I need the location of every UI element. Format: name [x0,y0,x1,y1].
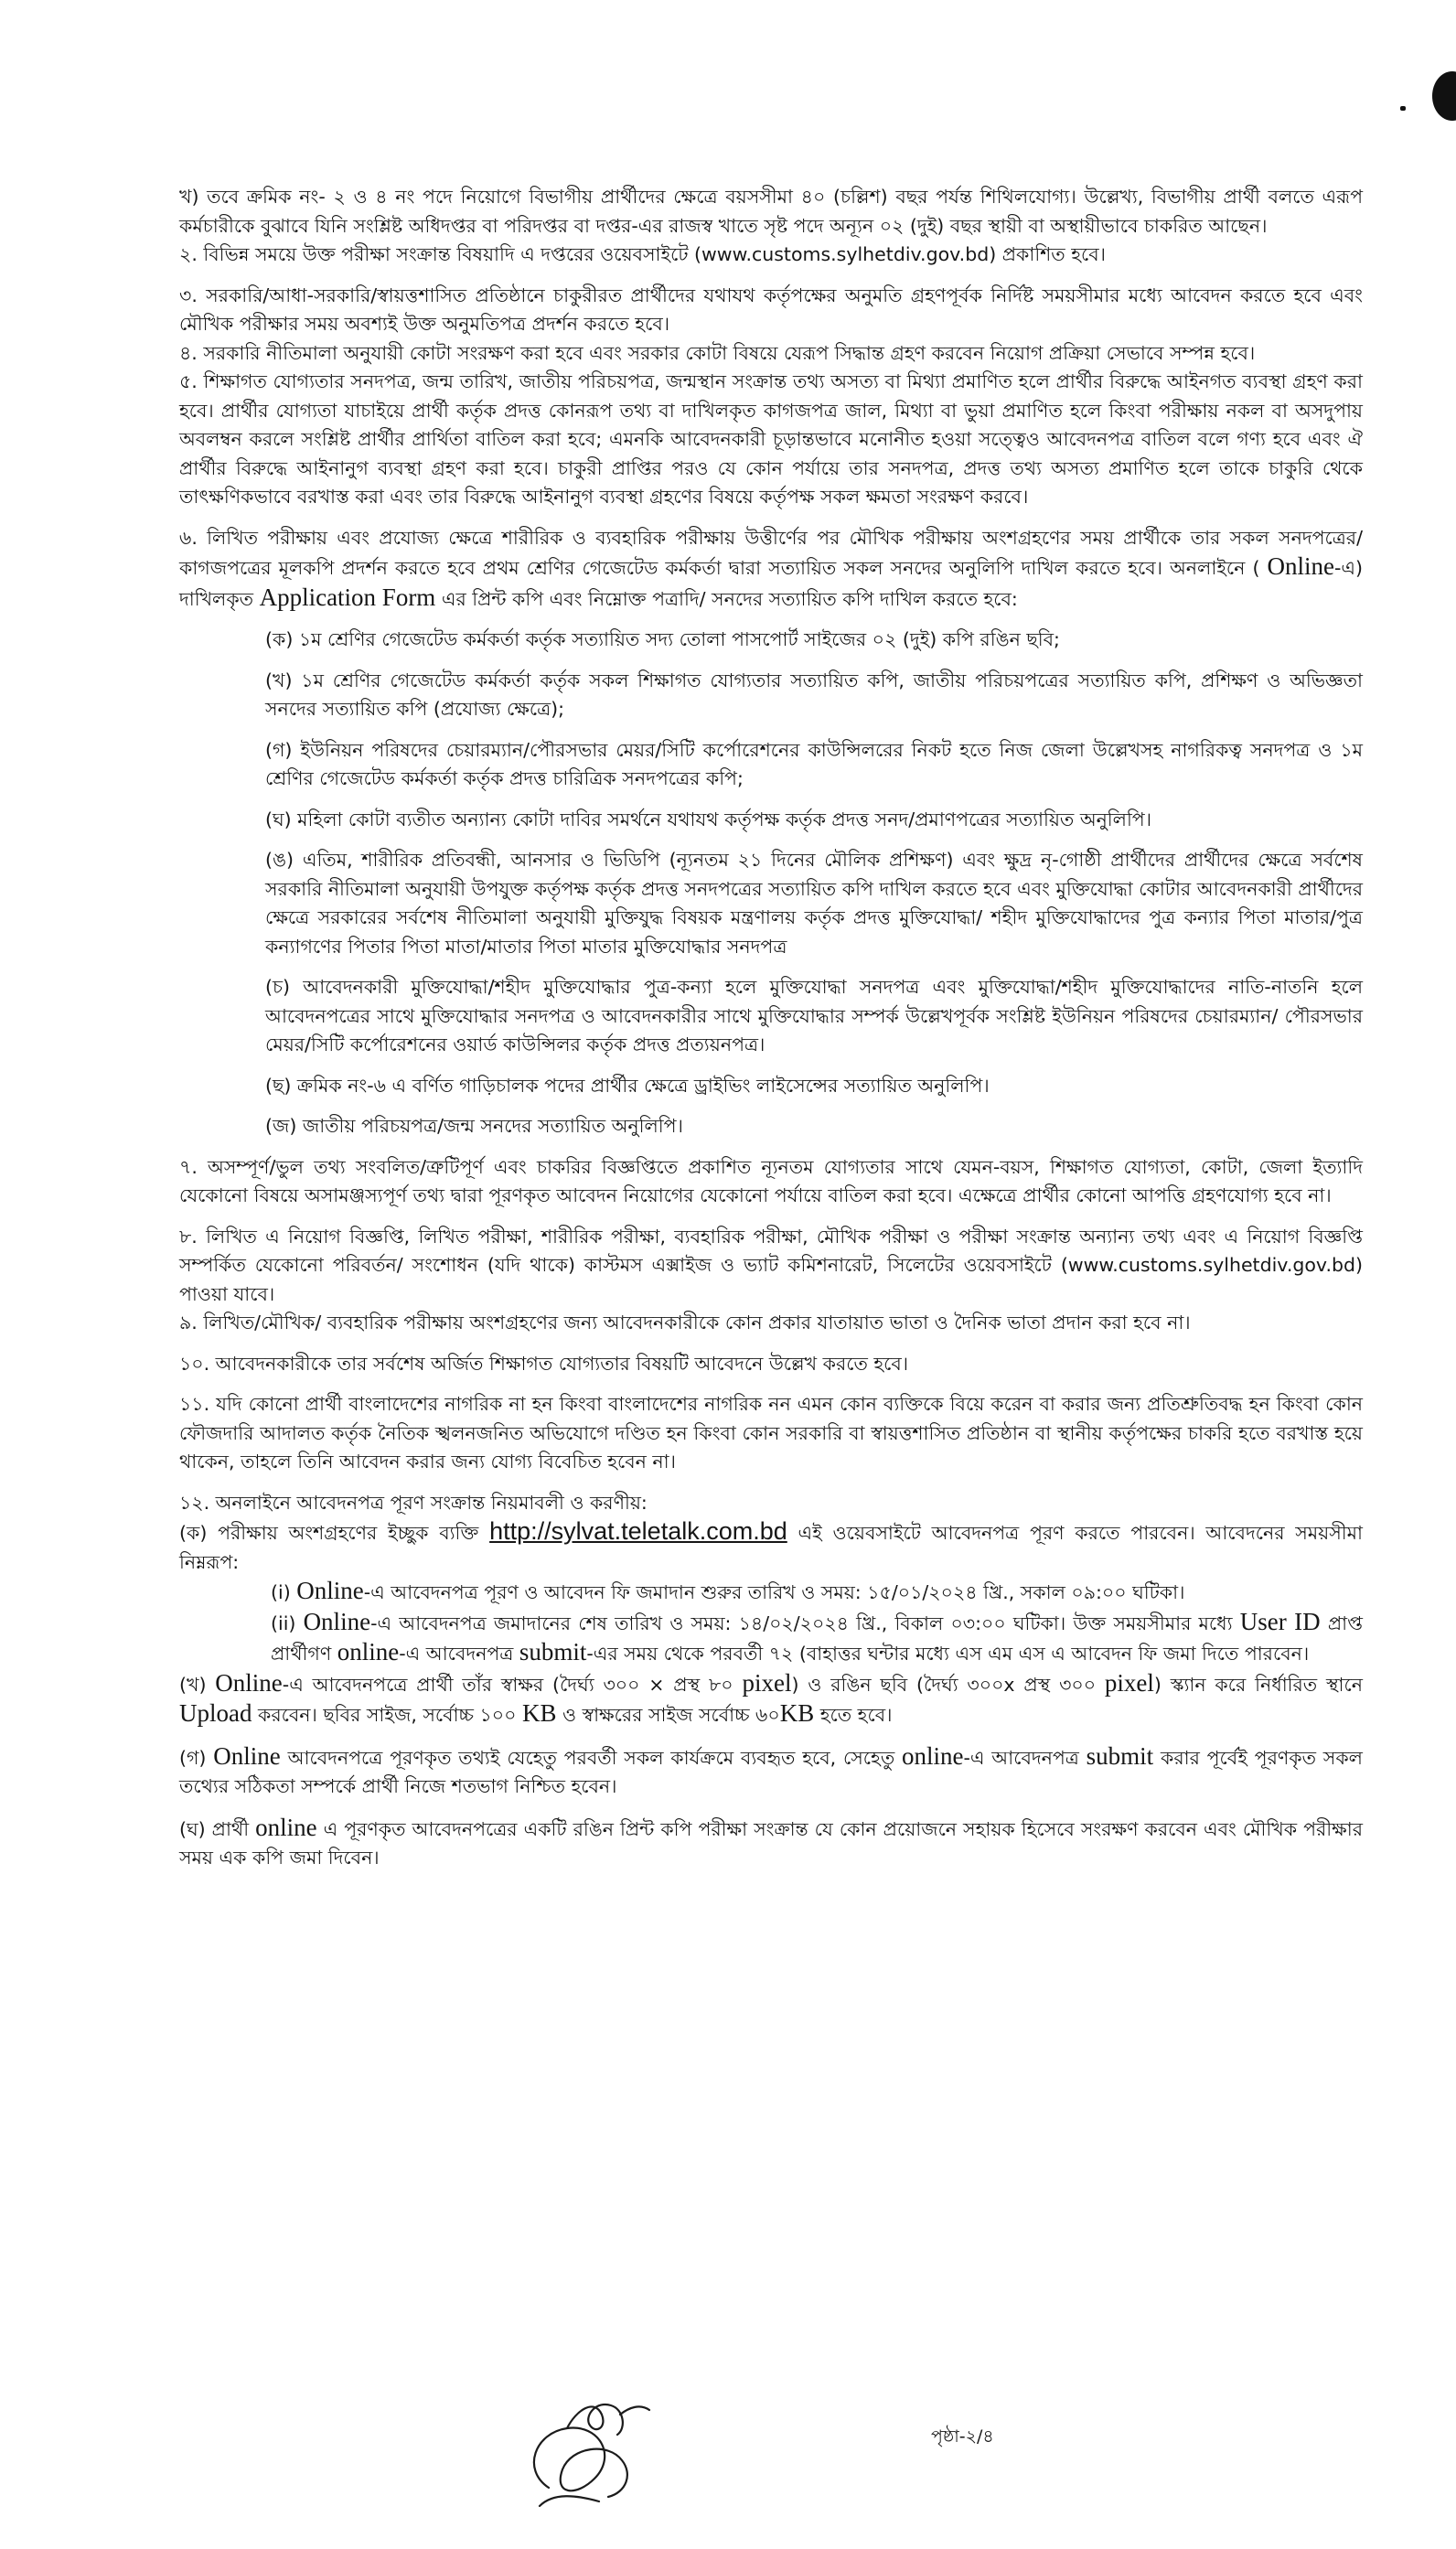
paragraph-10: ১০. আবেদনকারীকে তার সর্বশেষ অর্জিত শিক্ষাগত যোগ্যতার বিষয়টি আবেদনে উল্লেখ করতে হবে। [179,1352,909,1375]
paragraph-2: ২. বিভিন্ন সময়ে উক্ত পরীক্ষা সংক্রান্ত বিষয়াদি এ দপ্তরের ওয়েবসাইটে (www.customs.sylhetdiv.gov.bd) প্রকাশিত হবে। [179,243,1106,265]
paragraph-11: ১১. যদি কোনো প্রার্থী বাংলাদেশের নাগরিক না হন কিংবা বাংলাদেশের নাগরিক নন এমন কোন ব্যক্তিকে বিয়ে করেন বা করার জন্য প্রতিশ্রুতিবদ্ধ হন কিংবা কোন ফৌজদারি আদালত কর্তৃক নৈতিক স্খলনজনিত অভিযোগে দণ্ডিত হন কিংবা কোন সরকারি বা স্বায়ত্তশাসিত প্রতিষ্ঠান বা স্থানীয় কর্তৃপক্ষের চাকরি হতে বরখাস্ত হয়ে থাকেন, তাহলে তিনি আবেদন করার জন্য যোগ্য বিবেচিত হবেন না। [179,1393,1363,1473]
doc-item-gha: (ঘ) মহিলা কোটা ব্যতীত অন্যান্য কোটা দাবির সমর্থনে যথাযথ কর্তৃপক্ষ কর্তৃক প্রদত্ত সনদ/প্রমাণপত্রের সত্যায়িত অনুলিপি। [265,808,1152,830]
paragraph-kha: খ) তবে ক্রমিক নং- ২ ও ৪ নং পদে নিয়োগে বিভাগীয় প্রার্থীদের ক্ষেত্রে বয়সসীমা ৪০ (চল্লিশ) বছর পর্যন্ত শিথিলযোগ্য। উল্লেখ্য, বিভাগীয় প্রার্থী বলতে এরূপ কর্মচারীকে বুঝাবে যিনি সংশ্লিষ্ট অধিদপ্তর বা পরিদপ্তর বা দপ্তর-এর রাজস্ব খাতে সৃষ্ট পদে অন্যূন ০২ (দুই) বছর স্থায়ী বা অস্থায়ীভাবে চাকরিত আছেন। [179,186,1363,237]
doc-item-uma: (ঙ) এতিম, শারীরিক প্রতিবন্ধী, আনসার ও ভিডিপি (ন্যূনতম ২১ দিনের মৌলিক প্রশিক্ষণ) এবং ক্ষুদ্র নৃ-গোষ্ঠী প্রার্থীদের প্রার্থীদের ক্ষেত্রে সর্বশেষ সরকারি নীতিমালা অনুযায়ী উপযুক্ত কর্তৃপক্ষ কর্তৃক প্রদত্ত সনদপত্রের সত্যায়িত কপি দাখিল করতে হবে এবং মুক্তিযোদ্ধা কোটার আবেদনকারী প্রার্থীদের ক্ষেত্রে সরকারের সর্বশেষ নীতিমালা অনুযায়ী মুক্তিযুদ্ধ বিষয়ক মন্ত্রণালয় কর্তৃক প্রদত্ত মুক্তিযোদ্ধা/ শহীদ মুক্তিযোদ্ধাদের পুত্র কন্যার পিতা মাতার/পুত্র কন্যাগণের পিতার পিতা মাতা/মাতার পিতা মাতার মুক্তিযোদ্ধার সনদপত্র [265,849,1363,958]
paragraph-3: ৩. সরকারি/আধা-সরকারি/স্বায়ত্তশাসিত প্রতিষ্ঠানে চাকুরীরত প্রার্থীদের যথাযথ কর্তৃপক্ষের অনুমতি গ্রহণপূর্বক নির্দিষ্ট সময়সীমার মধ্যে আবেদন করতে হবে এবং মৌখিক পরীক্ষার সময় অবশ্যই উক্ত অনুমতিপত্র প্রদর্শন করতে হবে। [179,284,1363,335]
doc-item-ka: (ক) ১ম শ্রেণির গেজেটেড কর্মকর্তা কর্তৃক সত্যায়িত সদ্য তোলা পাসপোর্ট সাইজের ০২ (দুই) কপি রঙিন ছবি; [265,628,1060,650]
paragraph-12-kha: (খ) Online-এ আবেদনপত্রে প্রার্থী তাঁর স্বাক্ষর (দৈর্ঘ্য ৩০০ × প্রস্থ ৮০ pixel) ও রঙিন ছবি (দৈর্ঘ্য ৩০০x প্রস্থ ৩০০ pixel) স্ক্যান করে নির্ধারিত স্থানে Upload করবেন। ছবির সাইজ, সর্বোচ্চ ১০০ KB ও স্বাক্ষরের সাইজ সর্বোচ্চ ৬০KB হতে হবে। [179,1668,1363,1727]
doc-item-kha: (খ) ১ম শ্রেণির গেজেটেড কর্মকর্তা কর্তৃক সকল শিক্ষাগত যোগ্যতার সত্যায়িত কপি, জাতীয় পরিচয়পত্রের সত্যায়িত কপি, প্রশিক্ষণ ও অভিজ্ঞতা সনদের সত্যায়িত কপি (প্রযোজ্য ক্ষেত্রে); [265,669,1363,720]
scan-artifact [1432,71,1456,121]
paragraph-5: ৫. শিক্ষাগত যোগ্যতার সনদপত্র, জন্ম তারিখ, জাতীয় পরিচয়পত্র, জন্মস্থান সংক্রান্ত তথ্য অসত্য বা মিথ্যা প্রমাণিত হলে প্রার্থীর বিরুদ্ধে আইনগত ব্যবস্থা গ্রহণ করা হবে। প্রার্থীর যোগ্যতা যাচাইয়ে প্রার্থী কর্তৃক প্রদত্ত কোনরূপ তথ্য বা দাখিলকৃত কাগজপত্র জাল, মিথ্যা বা ভুয়া প্রমাণিত হলে কিংবা পরীক্ষায় নকল বা অসদুপায় অবলম্বন করলে সংশ্লিষ্ট প্রার্থীর প্রার্থিতা বাতিল করা হবে; এমনকি আবেদনকারী চূড়ান্তভাবে মনোনীত হওয়া সত্ত্বেও আবেদনপত্র বাতিল বলে গণ্য হবে এবং ঐ প্রার্থীর বিরুদ্ধে আইনানুগ ব্যবস্থা গ্রহণ করা হবে। চাকুরী প্রাপ্তির পরও যে কোন পর্যায়ে তার সনদপত্র, প্রদত্ত তথ্য অসত্য প্রমাণিত হলে তাকে চাকুরি থেকে তাৎক্ষণিকভাবে বরখাস্ত করা এবং তার বিরুদ্ধে আইনানুগ ব্যবস্থা গ্রহণের বিষয়ে কর্তৃপক্ষ সকল ক্ষমতা সংরক্ষণ করবে। [179,370,1363,508]
signature-image [512,2378,677,2515]
paragraph-6: ৬. লিখিত পরীক্ষায় এবং প্রযোজ্য ক্ষেত্রে শারীরিক ও ব্যবহারিক পরীক্ষায় উত্তীর্ণের পর মৌখিক পরীক্ষায় অংশগ্রহণের সময় প্রার্থীকে তার সকল সনদপত্রের/কাগজপত্রের মূলকপি প্রদর্শন করতে হবে প্রথম শ্রেণির গেজেটেড কর্মকর্তা দ্বারা সত্যায়িত সকল সনদের অনুলিপি দাখিল করতে হবে। অনলাইনে ( Online-এ) দাখিলকৃত Application Form এর প্রিন্ট কপি এবং নিম্নোক্ত পত্রাদি/ সনদের সত্যায়িত কপি দাখিল করতে হবে: [179,526,1363,611]
page-number: পৃষ্ঠা-২/৪ [931,2426,994,2447]
paragraph-12-gha: (ঘ) প্রার্থী online এ পূরণকৃত আবেদনপত্রের একটি রঙিন প্রিন্ট কপি পরীক্ষা সংক্রান্ত যে কোন প্রয়োজনে সহায়ক হিসেবে সংরক্ষণ করবেন এবং মৌখিক পরীক্ষার সময় এক কপি জমা দিবেন। [179,1813,1363,1869]
paragraph-12: ১২. অনলাইনে আবেদনপত্র পূরণ সংক্রান্ত নিয়মাবলী ও করণীয়: [179,1491,648,1514]
document-body [179,183,1363,1873]
timeline-item-ii: (ii) Online-এ আবেদনপত্র জমাদানের শেষ তারিখ ও সময়: ১৪/০২/২০২৪ খ্রি., বিকাল ০৩:০০ ঘটিকা। উক্ত সময়সীমার মধ্যে User ID প্রাপ্ত প্রার্থীগণ online-এ আবেদনপত্র submit-এর সময় থেকে পরবর্তী ৭২ (বাহাত্তর ঘন্টার মধ্যে এস এম এস এ আবেদন ফি জমা দিতে পারবেন। [271,1607,1363,1665]
paragraph-7: ৭. অসম্পূর্ণ/ভুল তথ্য সংবলিত/ত্রুটিপূর্ণ এবং চাকরির বিজ্ঞপ্তিতে প্রকাশিত ন্যূনতম যোগ্যতার সাথে যেমন-বয়স, শিক্ষাগত যোগ্যতা, কোটা, জেলা ইত্যাদি যেকোনো বিষয়ে অসামঞ্জস্যপূর্ণ তথ্য দ্বারা পূরণকৃত আবেদন নিয়োগের যেকোনো পর্যায়ে বাতিল করা হবে। এক্ষেত্রে প্রার্থীর কোনো আপত্তি গ্রহণযোগ্য হবে না। [179,1155,1363,1206]
doc-item-ga: (গ) ইউনিয়ন পরিষদের চেয়ারম্যান/পৌরসভার মেয়র/সিটি কর্পোরেশনের কাউন্সিলরের নিকট হতে নিজ জেলা উল্লেখসহ নাগরিকত্ব সনদপত্র ও ১ম শ্রেণির গেজেটেড কর্মকর্তা কর্তৃক প্রদত্ত চারিত্রিক সনদপত্রের কপি; [265,738,1363,789]
paragraph-8: ৮. লিখিত এ নিয়োগ বিজ্ঞপ্তি, লিখিত পরীক্ষা, শারীরিক পরীক্ষা, ব্যবহারিক পরীক্ষা, মৌখিক পরীক্ষা ও পরীক্ষা সংক্রান্ত অন্যান্য তথ্য এবং এ নিয়োগ বিজ্ঞপ্তি সম্পর্কিত যেকোনো পরিবর্তন/ সংশোধন (যদি থাকে) কাস্টমস এক্সাইজ ও ভ্যাট কমিশনারেট, সিলেটের ওয়েবসাইটে (www.customs.sylhetdiv.gov.bd) পাওয়া যাবে। [179,1225,1363,1305]
doc-item-cha: (চ) আবেদনকারী মুক্তিযোদ্ধা/শহীদ মুক্তিযোদ্ধার পুত্র-কন্যা হলে মুক্তিযোদ্ধা সনদপত্র এবং মুক্তিযোদ্ধা/শহীদ মুক্তিযোদ্ধাদের নাতি-নাতনি হলে আবেদনপত্রের সাথে মুক্তিযোদ্ধার সনদপত্র ও আবেদনকারীর সাথে মুক্তিযোদ্ধার সম্পর্ক উল্লেখপূর্বক সংশ্লিষ্ট ইউনিয়ন পরিষদের চেয়ারম্যান/ পৌরসভার মেয়র/সিটি কর্পোরেশনের ওয়ার্ড কাউন্সিলর কর্তৃক প্রদত্ত প্রত্যয়নপত্র। [265,976,1363,1055]
timeline-item-i: (i) Online-এ আবেদনপত্র পূরণ ও আবেদন ফি জমাদান শুরুর তারিখ ও সময়: ১৫/০১/২০২৪ খ্রি., সকাল ০৯:০০ ঘটিকা। [271,1577,1185,1604]
paragraph-4: ৪. সরকারি নীতিমালা অনুযায়ী কোটা সংরক্ষণ করা হবে এবং সরকার কোটা বিষয়ে যেরূপ সিদ্ধান্ত গ্রহণ করবেন নিয়োগ প্রক্রিয়া সেভাবে সম্পন্ন হবে। [179,341,1256,364]
scan-artifact-dot [1400,106,1406,111]
paragraph-9: ৯. লিখিত/মৌখিক/ ব্যবহারিক পরীক্ষায় অংশগ্রহণের জন্য আবেদনকারীকে কোন প্রকার যাতায়াত ভাতা ও দৈনিক ভাতা প্রদান করা হবে না। [179,1312,1191,1333]
paragraph-12-ga: (গ) Online আবেদনপত্রে পূরণকৃত তথ্যই যেহেতু পরবর্তী সকল কার্যক্রমে ব্যবহৃত হবে, সেহেতু online-এ আবেদনপত্র submit করার পূর্বেই পূরণকৃত সকল তথ্যের সঠিকতা সম্পর্কে প্রার্থী নিজে শতভাগ নিশ্চিত হবেন। [179,1741,1363,1797]
paragraph-12-ka: (ক) পরীক্ষায় অংশগ্রহণের ইচ্ছুক ব্যক্তি http://sylvat.teletalk.com.bd এই ওয়েবসাইটে আবেদনপত্র পূরণ করতে পারবেন। আবেদনের সময়সীমা নিম্নরূপ: [179,1517,1363,1573]
doc-item-ja: (জ) জাতীয় পরিচয়পত্র/জন্ম সনদের সত্যায়িত অনুলিপি। [265,1115,683,1137]
doc-item-chha: (ছ) ক্রমিক নং-৬ এ বর্ণিত গাড়িচালক পদের প্রার্থীর ক্ষেত্রে ড্রাইভিং লাইসেন্সের সত্যায়িত অনুলিপি। [265,1074,990,1097]
teletalk-link: http://sylvat.teletalk.com.bd [489,1517,787,1545]
